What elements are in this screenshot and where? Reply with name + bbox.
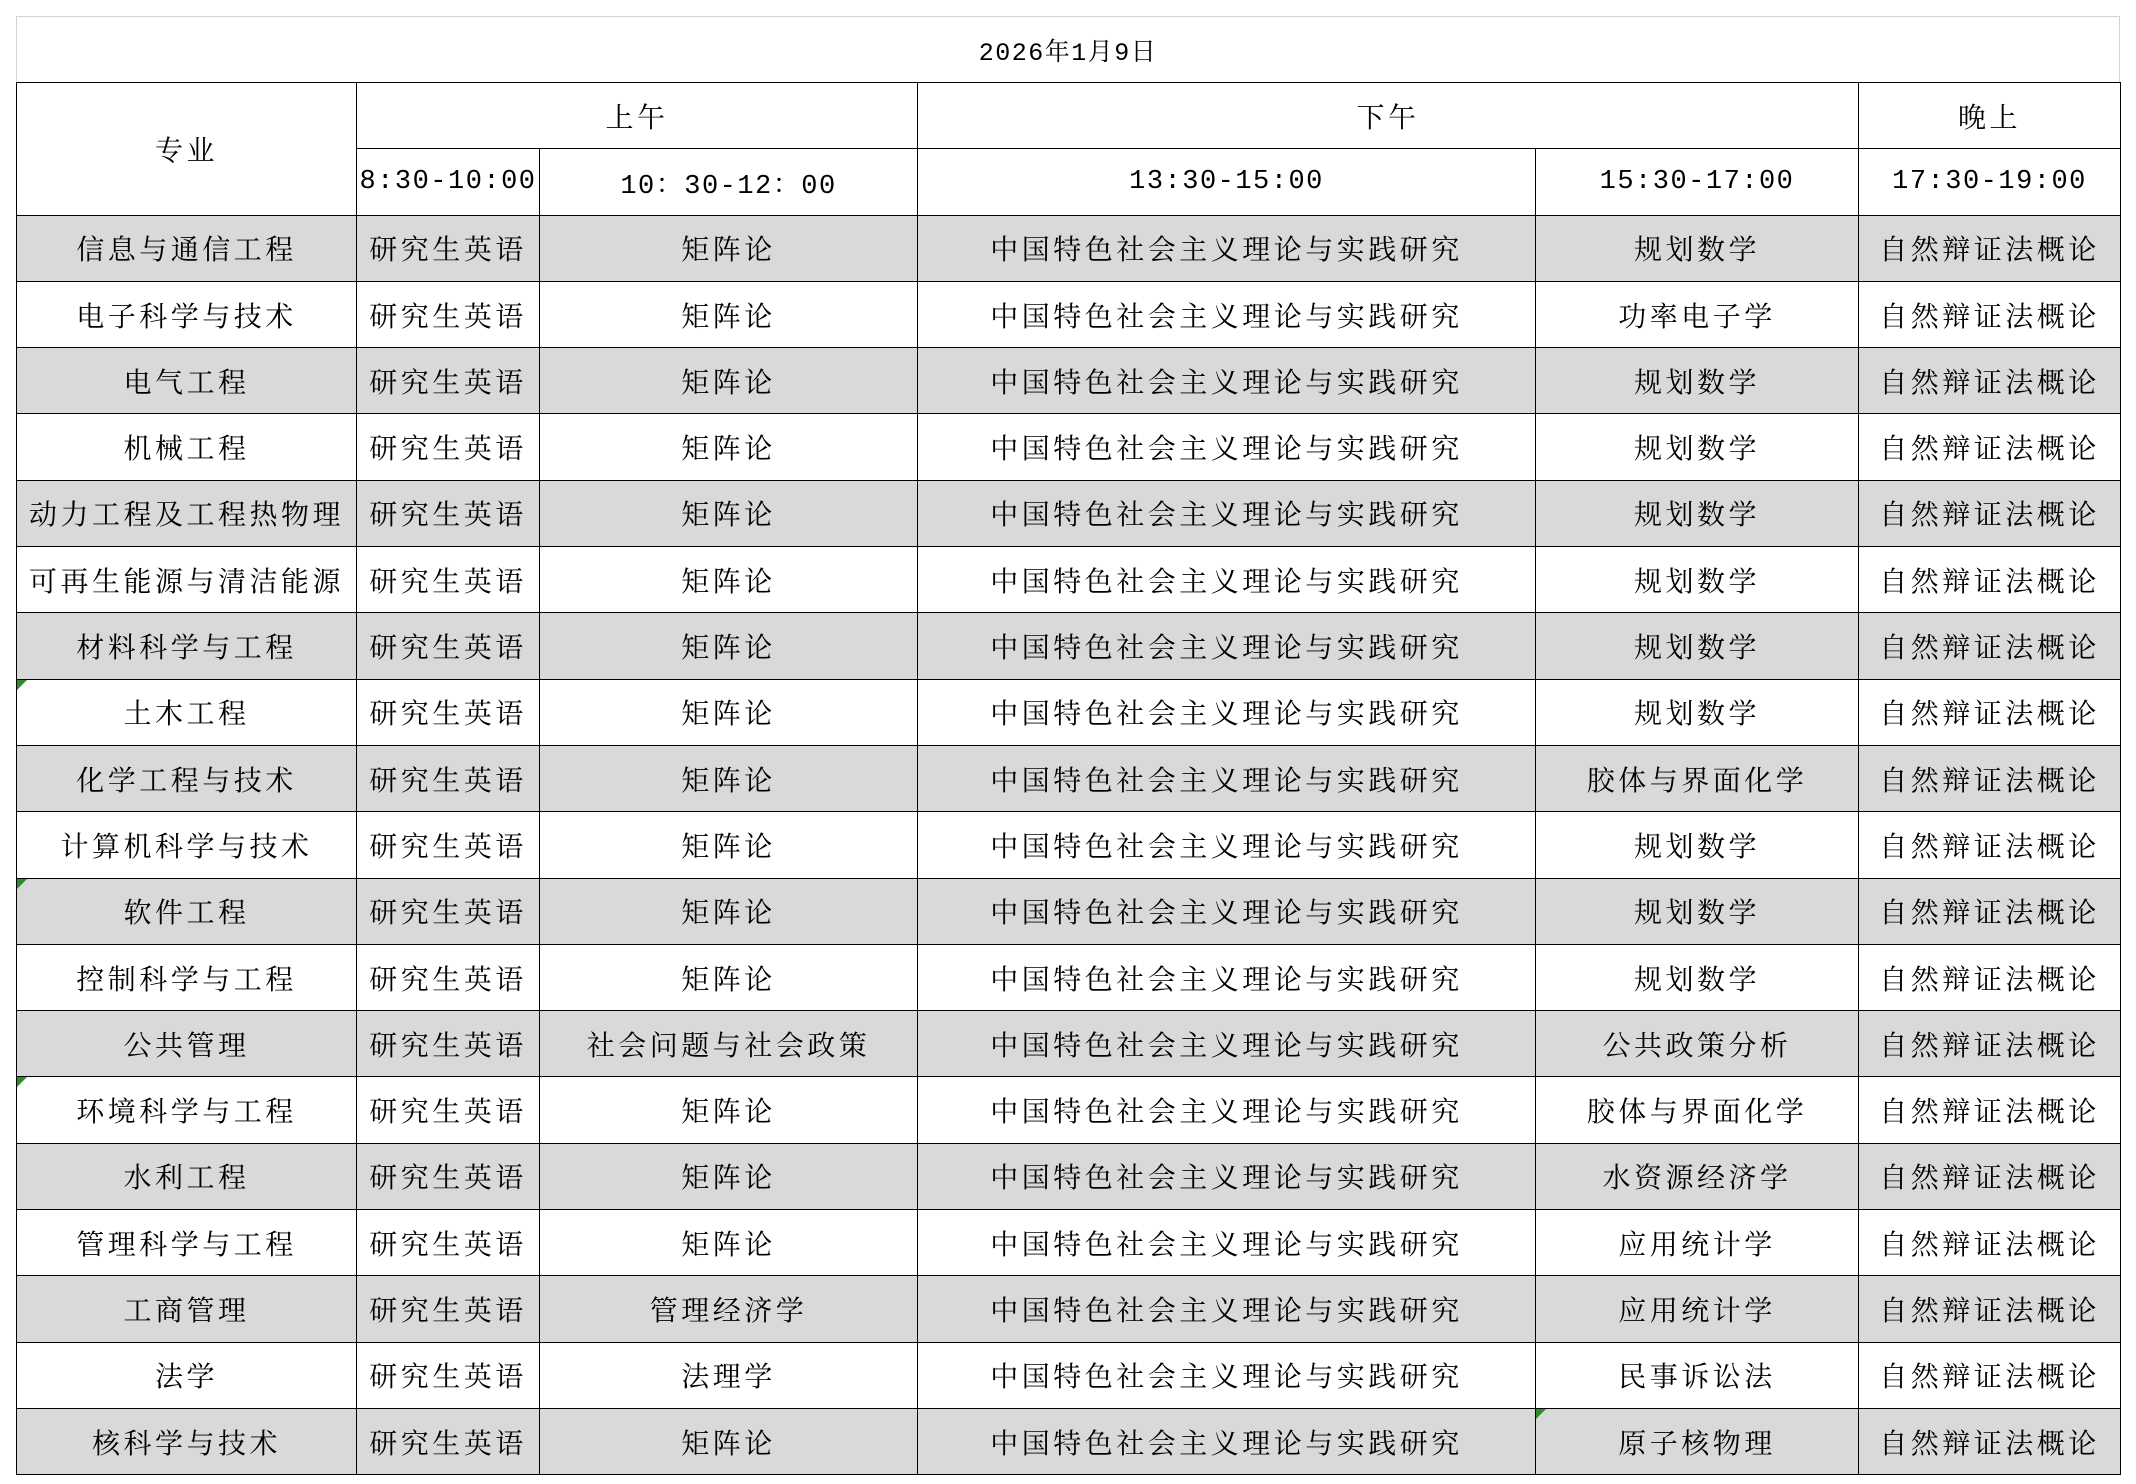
table-row [17,1011,2121,1077]
course-name: 民事诉讼法 [1618,1360,1776,1394]
course-name: 研究生英语 [369,498,527,532]
course-name: 中国特色社会主义理论与实践研究 [990,1426,1463,1460]
course-name: 自然辩证法概论 [1879,1293,2100,1327]
course-name: 规划数学 [1634,432,1761,466]
course-name: 矩阵论 [681,233,776,267]
course-cell [1536,414,1859,480]
course-name: 自然辩证法概论 [1879,631,2100,665]
major-cell [17,348,357,414]
course-name: 应用统计学 [1618,1227,1776,1261]
course-cell [540,547,918,613]
course-name: 规划数学 [1634,498,1761,532]
course-name: 自然辩证法概论 [1879,365,2100,399]
schedule-header [17,83,2121,216]
table-row [17,1077,2121,1143]
course-name: 中国特色社会主义理论与实践研究 [990,1360,1463,1394]
course-name: 矩阵论 [681,1161,776,1195]
course-name: 中国特色社会主义理论与实践研究 [990,498,1463,532]
slot-header-label: 15:30-17:00 [1599,166,1795,197]
course-cell [918,745,1536,811]
course-cell [357,547,540,613]
course-name: 胶体与界面化学 [1586,1095,1808,1129]
course-name: 中国特色社会主义理论与实践研究 [990,962,1463,996]
table-row [17,1143,2121,1209]
table-row [17,944,2121,1010]
course-name: 研究生英语 [369,1028,527,1062]
course-name: 法理学 [681,1360,776,1394]
schedule-date-title-box [16,16,2120,82]
course-name: 研究生英语 [369,763,527,797]
course-cell [1536,1342,1859,1408]
course-cell [357,1077,540,1143]
course-name: 研究生英语 [369,233,527,267]
course-cell [1859,613,2121,679]
course-name: 规划数学 [1634,896,1761,930]
course-name: 公共政策分析 [1602,1028,1792,1062]
table-row [17,480,2121,546]
major-cell [17,215,357,281]
course-name: 社会问题与社会政策 [586,1028,871,1062]
course-name: 矩阵论 [681,829,776,863]
major-cell [17,679,357,745]
slot-header-label: 10：30-12：00 [620,171,837,202]
course-cell [1859,1342,2121,1408]
exam-schedule-table [16,82,2121,1475]
course-cell [1859,1077,2121,1143]
course-name: 研究生英语 [369,432,527,466]
course-cell [540,878,918,944]
course-name: 中国特色社会主义理论与实践研究 [990,1095,1463,1129]
course-name: 矩阵论 [681,299,776,333]
slot-header [1859,149,2121,215]
course-name: 自然辩证法概论 [1879,1161,2100,1195]
course-name: 中国特色社会主义理论与实践研究 [990,1028,1463,1062]
course-cell [540,1210,918,1276]
course-name: 矩阵论 [681,564,776,598]
course-name: 研究生英语 [369,962,527,996]
course-name: 研究生英语 [369,365,527,399]
evening-header [1859,83,2121,149]
major-name: 土木工程 [123,697,250,731]
course-cell [1536,547,1859,613]
course-name: 自然辩证法概论 [1879,1426,2100,1460]
table-row [17,1408,2121,1474]
course-name: 研究生英语 [369,697,527,731]
course-name: 中国特色社会主义理论与实践研究 [990,1227,1463,1261]
course-name: 研究生英语 [369,564,527,598]
course-cell [540,281,918,347]
course-cell [1859,745,2121,811]
slot-header-label: 17:30-19:00 [1892,166,2087,197]
major-name: 管理科学与工程 [76,1227,297,1261]
course-cell [357,812,540,878]
course-cell [540,944,918,1010]
course-cell [540,679,918,745]
major-name: 可再生能源与清洁能源 [28,564,344,598]
course-name: 矩阵论 [681,1227,776,1261]
course-name: 自然辩证法概论 [1879,896,2100,930]
course-cell [357,1276,540,1342]
course-name: 自然辩证法概论 [1879,1360,2100,1394]
major-cell [17,1408,357,1474]
course-name: 矩阵论 [681,1426,776,1460]
course-cell [357,1342,540,1408]
course-cell [357,878,540,944]
table-row [17,281,2121,347]
course-name: 自然辩证法概论 [1879,564,2100,598]
major-cell [17,745,357,811]
major-name: 化学工程与技术 [76,763,297,797]
course-cell [918,1210,1536,1276]
course-name: 自然辩证法概论 [1879,1028,2100,1062]
course-name: 中国特色社会主义理论与实践研究 [990,233,1463,267]
evening-header-label: 晚上 [1958,100,2022,134]
course-cell [540,1408,918,1474]
course-cell [540,613,918,679]
course-cell [918,480,1536,546]
error-indicator-icon [1536,1409,1546,1419]
course-name: 规划数学 [1634,631,1761,665]
course-name: 研究生英语 [369,1161,527,1195]
major-cell [17,281,357,347]
course-cell [357,944,540,1010]
course-cell [918,414,1536,480]
course-name: 研究生英语 [369,1293,527,1327]
course-cell [1536,679,1859,745]
course-cell [1859,1143,2121,1209]
course-cell [918,215,1536,281]
course-cell [540,745,918,811]
course-name: 矩阵论 [681,365,776,399]
course-name: 研究生英语 [369,1095,527,1129]
course-cell [1859,1408,2121,1474]
table-row [17,812,2121,878]
course-cell [540,480,918,546]
major-cell [17,414,357,480]
course-cell [540,1342,918,1408]
major-cell [17,547,357,613]
course-name: 自然辩证法概论 [1879,763,2100,797]
morning-header-label: 上午 [605,100,669,134]
course-name: 规划数学 [1634,829,1761,863]
course-cell [357,348,540,414]
course-name: 中国特色社会主义理论与实践研究 [990,896,1463,930]
major-cell [17,812,357,878]
course-name: 自然辩证法概论 [1879,498,2100,532]
course-cell [918,679,1536,745]
course-cell [918,812,1536,878]
course-cell [1536,215,1859,281]
course-cell [1859,1210,2121,1276]
course-cell [1536,944,1859,1010]
course-cell [357,679,540,745]
course-cell [1859,281,2121,347]
major-cell [17,1143,357,1209]
table-row [17,878,2121,944]
course-cell [918,1342,1536,1408]
course-cell [357,745,540,811]
course-name: 自然辩证法概论 [1879,233,2100,267]
course-cell [357,613,540,679]
course-name: 中国特色社会主义理论与实践研究 [990,432,1463,466]
schedule-date-title: 2026年1月9日 [978,38,1158,68]
course-name: 矩阵论 [681,962,776,996]
course-name: 自然辩证法概论 [1879,1095,2100,1129]
afternoon-header-label: 下午 [1356,100,1420,134]
major-name: 工商管理 [123,1293,250,1327]
error-indicator-icon [17,879,27,889]
major-header [17,83,357,216]
major-name: 电子科学与技术 [76,299,297,333]
course-name: 矩阵论 [681,763,776,797]
table-row [17,1276,2121,1342]
afternoon-header [918,83,1859,149]
course-name: 研究生英语 [369,896,527,930]
course-cell [1536,1143,1859,1209]
course-cell [1859,215,2121,281]
course-cell [1859,547,2121,613]
table-row [17,215,2121,281]
course-cell [1536,1011,1859,1077]
course-name: 研究生英语 [369,299,527,333]
course-name: 研究生英语 [369,1426,527,1460]
course-cell [918,1276,1536,1342]
course-cell [1859,1011,2121,1077]
schedule-body [17,215,2121,1475]
course-name: 矩阵论 [681,1095,776,1129]
course-cell [540,215,918,281]
course-name: 中国特色社会主义理论与实践研究 [990,1161,1463,1195]
course-cell [357,1408,540,1474]
course-cell [357,215,540,281]
course-name: 中国特色社会主义理论与实践研究 [990,299,1463,333]
slot-header [1536,149,1859,215]
course-name: 规划数学 [1634,564,1761,598]
course-cell [918,281,1536,347]
course-cell [918,944,1536,1010]
course-name: 应用统计学 [1618,1293,1776,1327]
course-cell [540,1011,918,1077]
slot-header [357,149,540,215]
table-row [17,414,2121,480]
major-cell [17,1276,357,1342]
major-cell [17,944,357,1010]
course-name: 自然辩证法概论 [1879,962,2100,996]
course-cell [540,1143,918,1209]
slot-header-label: 8:30-10:00 [359,166,537,197]
course-name: 自然辩证法概论 [1879,829,2100,863]
course-name: 中国特色社会主义理论与实践研究 [990,564,1463,598]
course-cell [357,1011,540,1077]
course-name: 矩阵论 [681,498,776,532]
course-cell [1536,745,1859,811]
major-header-label: 专业 [154,133,218,167]
major-name: 核科学与技术 [91,1426,281,1460]
morning-header [357,83,918,149]
course-cell [540,1276,918,1342]
slot-header [918,149,1536,215]
major-name: 计算机科学与技术 [60,829,313,863]
course-name: 自然辩证法概论 [1879,432,2100,466]
course-name: 规划数学 [1634,962,1761,996]
table-row [17,679,2121,745]
error-indicator-icon [17,1077,27,1087]
course-cell [918,547,1536,613]
course-name: 中国特色社会主义理论与实践研究 [990,1293,1463,1327]
major-name: 法学 [154,1360,218,1394]
major-name: 电气工程 [123,365,250,399]
course-cell [918,1077,1536,1143]
course-name: 矩阵论 [681,896,776,930]
course-cell [1536,812,1859,878]
table-row [17,1210,2121,1276]
course-name: 规划数学 [1634,365,1761,399]
course-cell [918,613,1536,679]
course-name: 自然辩证法概论 [1879,299,2100,333]
error-indicator-icon [17,680,27,690]
course-cell [540,414,918,480]
table-row [17,348,2121,414]
course-cell [1859,679,2121,745]
course-cell [1859,878,2121,944]
course-cell [1536,281,1859,347]
major-cell [17,1210,357,1276]
course-name: 自然辩证法概论 [1879,697,2100,731]
course-name: 功率电子学 [1618,299,1776,333]
major-name: 材料科学与工程 [76,631,297,665]
course-name: 研究生英语 [369,829,527,863]
course-name: 矩阵论 [681,697,776,731]
course-cell [1859,480,2121,546]
course-name: 矩阵论 [681,432,776,466]
course-cell [1859,348,2121,414]
course-name: 规划数学 [1634,697,1761,731]
course-cell [1536,1077,1859,1143]
course-cell [357,281,540,347]
course-name: 研究生英语 [369,631,527,665]
major-name: 机械工程 [123,432,250,466]
course-cell [1859,1276,2121,1342]
course-cell [1536,613,1859,679]
course-name: 中国特色社会主义理论与实践研究 [990,697,1463,731]
course-cell [1859,414,2121,480]
major-name: 水利工程 [123,1161,250,1195]
course-cell [540,348,918,414]
slot-header [540,149,918,215]
course-name: 胶体与界面化学 [1586,763,1808,797]
course-cell [918,1011,1536,1077]
course-cell [918,348,1536,414]
major-cell [17,1342,357,1408]
course-name: 研究生英语 [369,1360,527,1394]
course-name: 中国特色社会主义理论与实践研究 [990,829,1463,863]
major-name: 控制科学与工程 [76,962,297,996]
course-cell [357,1210,540,1276]
major-name: 环境科学与工程 [76,1095,297,1129]
course-cell [1536,1408,1859,1474]
course-name: 中国特色社会主义理论与实践研究 [990,763,1463,797]
course-cell [1536,1210,1859,1276]
major-cell [17,480,357,546]
major-cell [17,613,357,679]
course-name: 中国特色社会主义理论与实践研究 [990,365,1463,399]
course-cell [540,1077,918,1143]
course-cell [357,414,540,480]
course-name: 管理经济学 [649,1293,808,1327]
table-row [17,1342,2121,1408]
course-cell [540,812,918,878]
course-cell [1536,348,1859,414]
course-name: 规划数学 [1634,233,1761,267]
course-name: 矩阵论 [681,631,776,665]
course-cell [1536,878,1859,944]
course-cell [357,1143,540,1209]
course-cell [1536,480,1859,546]
course-cell [1536,1276,1859,1342]
header-row-periods [17,83,2121,149]
course-name: 中国特色社会主义理论与实践研究 [990,631,1463,665]
major-name: 软件工程 [123,896,250,930]
course-cell [357,480,540,546]
course-name: 水资源经济学 [1602,1161,1792,1195]
course-name: 研究生英语 [369,1227,527,1261]
major-cell [17,878,357,944]
course-name: 原子核物理 [1618,1426,1776,1460]
major-name: 公共管理 [123,1028,250,1062]
major-cell [17,1077,357,1143]
table-row [17,613,2121,679]
major-name: 信息与通信工程 [76,233,297,267]
course-cell [1859,944,2121,1010]
course-cell [918,878,1536,944]
major-name: 动力工程及工程热物理 [28,498,344,532]
course-cell [918,1408,1536,1474]
course-name: 自然辩证法概论 [1879,1227,2100,1261]
table-row [17,547,2121,613]
table-row [17,745,2121,811]
course-cell [1859,812,2121,878]
course-cell [918,1143,1536,1209]
slot-header-label: 13:30-15:00 [1129,166,1324,197]
major-cell [17,1011,357,1077]
